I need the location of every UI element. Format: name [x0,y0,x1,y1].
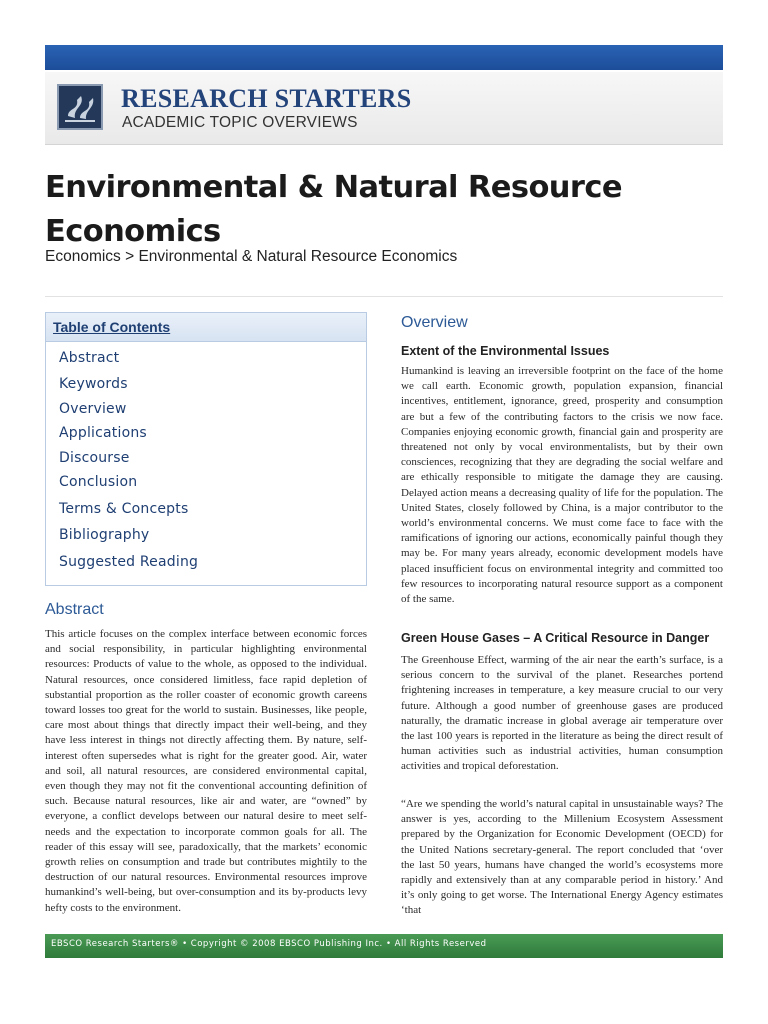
breadcrumb: Economics > Environmental & Natural Resource Economics [45,248,458,265]
abstract-text: This article focuses on the complex interface between economic forces and social responsibility, in particular highlighting environmental resources: Products of value to the whole, as opposed to the individual. Natural resources, once considered limitless, face rapid depletion of substantial proportion as the roller coaster of economic growth careens toward losses too great for the world to sustain. Businesses, like people, care most about things that directly impact their well-being, and they have less interest in things not directly affecting them. By nature, self-interest often supersedes what is right for the greater good. Air, water and soil, all natural resources, are considered environmental capital, even though they may not fit the conventional accounting definition of such. Because natural resources, like air and water, are “owned” by everyone, a conflict develops between our natural desire to meet self-needs and the expectation to incorporate common goals for all. The reader of this essay will see, paradoxically, that the markets’ economic growth relies on consumption and trade but contributes mightily to the destruction of our natural resources. Environmental resources improve humankind’s well-being, but over-consumption and its by-products levy hefty costs to the environment. [45,628,367,914]
extent-text: Humankind is leaving an irreversible footprint on the face of the home we call earth. Economic growth, population expansion, financial incentives, entitlement, ignorance, greed, prosperity and consumption are but a few of the contributing factors to the crisis we now face. Companies enjoying economic growth, financial gain and prosperity are threatened not only by vocal environmentalists, but by their own consciences, recognizing that they are degrading the social welfare and are ethically responsible to mitigate the damage they are causing. Delayed action means a decreasing quality of life for the population. The United States, closely followed by China, is a major contributor to the world’s environmental concerns. We must come face to face with the ramifications of ignoring our actions, economically painful though they may be. For many years already, economic development models have placed insufficient focus on environmental integrity and committed too few resources to incorporating natural resource support as a component of the same. [401,365,723,606]
overview-heading: Overview [401,314,468,331]
toc-item-abstract[interactable]: Abstract [59,350,120,366]
toc-heading[interactable]: Table of Contents [46,313,366,342]
document-title: Environmental & Natural Resource Economics [45,170,622,249]
abstract-heading: Abstract [45,601,104,618]
toc-item-conclusion[interactable]: Conclusion [59,474,138,490]
top-color-bar [45,45,723,70]
footer-bar [45,934,723,958]
toc-item-suggested-reading[interactable]: Suggested Reading [59,554,199,570]
greenhouse-quote-text: “Are we spending the world’s natural capital in unsustainable ways? The answer is yes, according to the Millenium Ecosystem Assessment prepared by the Organization for Economic Development (OECD) for the United Nations secretary-general. The report concluded that ‘over the last 50 years, humans have changed the world’s ecosystems more rapidly and extensively than at any comparable period in history.’ And it’s only going to get worse. The International Energy Agency estimates ‘that [401,798,723,917]
toc-item-bibliography[interactable]: Bibliography [59,527,150,543]
greenhouse-subheading: Green House Gases – A Critical Resource in Danger [401,631,710,645]
table-of-contents [45,312,367,586]
extent-subheading: Extent of the Environmental Issues [401,344,610,358]
toc-item-terms-concepts[interactable]: Terms & Concepts [59,501,189,517]
toc-item-discourse[interactable]: Discourse [59,450,130,466]
divider [45,296,723,297]
toc-item-keywords[interactable]: Keywords [59,376,128,392]
toc-item-applications[interactable]: Applications [59,425,147,441]
publisher-banner [45,72,723,145]
research-starters-logo [57,84,103,130]
greenhouse-text: The Greenhouse Effect, warming of the air near the earth’s surface, is a serious concern to the survival of the planet. Researches portend frightening increases in temperature, a key measure crucial to our very future. Although a good number of greenhouse gases are produced naturally, the dramatic increase in global average air temperature over the last 100 years is reported in the literature as being the direct result of human activities such as industrial activities, human consumption activities and tropical deforestation. [401,654,723,773]
brand-subtitle: ACADEMIC TOPIC OVERVIEWS [122,114,358,131]
toc-item-overview[interactable]: Overview [59,401,127,417]
copyright-notice: EBSCO Research Starters® • Copyright © 2008 EBSCO Publishing Inc. • All Rights Reserved [51,939,487,949]
brand-title: RESEARCH STARTERS [121,84,412,113]
